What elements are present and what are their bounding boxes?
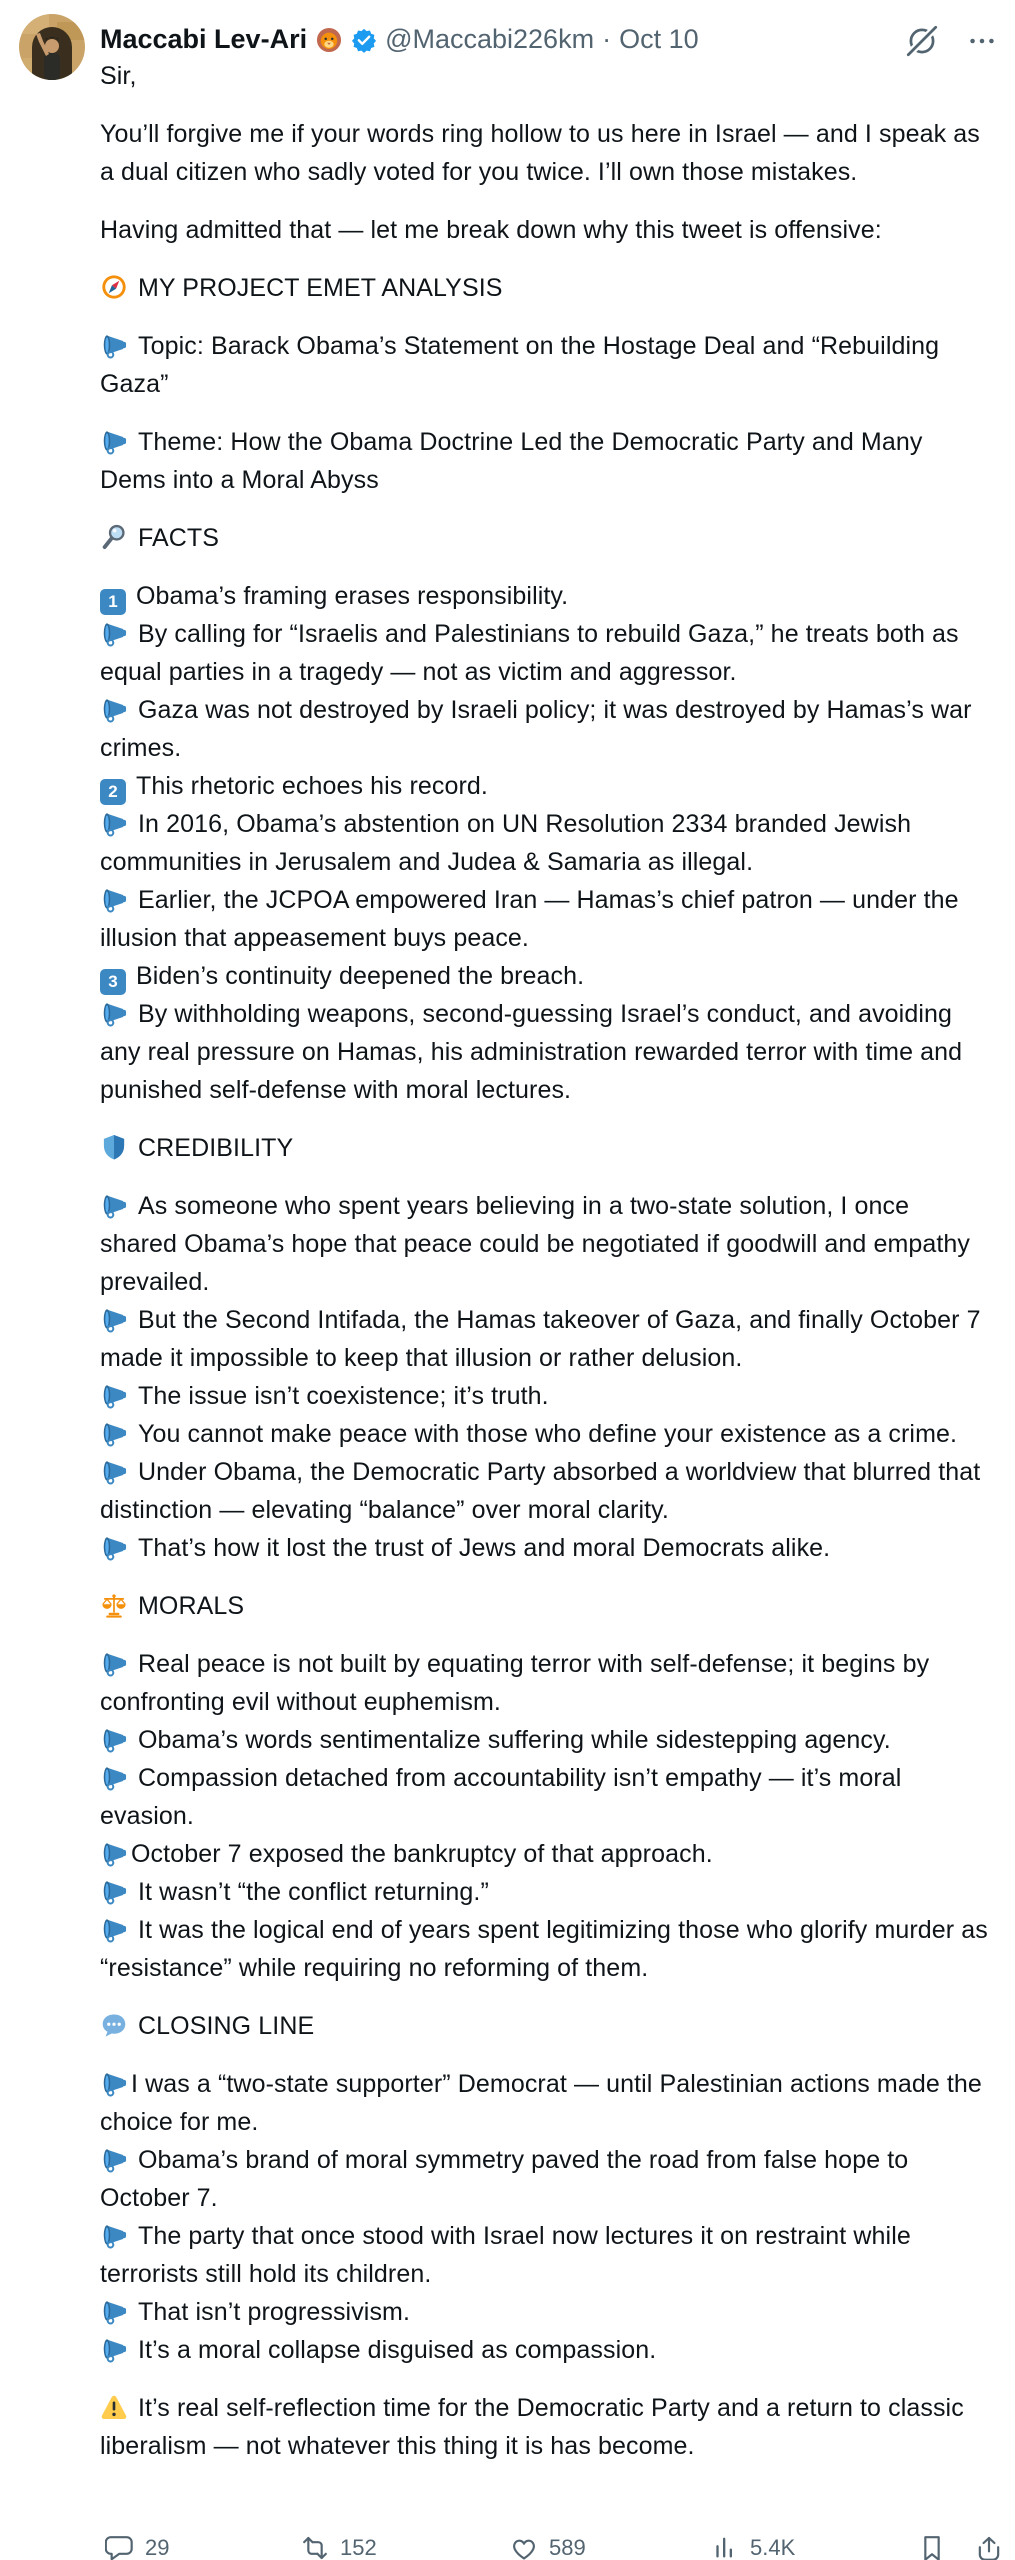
megaphone-icon <box>100 1877 128 1905</box>
bullet-line <box>100 1415 993 1453</box>
megaphone-icon <box>100 427 128 455</box>
bullet-line <box>100 881 993 957</box>
megaphone-icon <box>100 2335 128 2363</box>
avatar[interactable] <box>19 14 85 80</box>
heading-text: CLOSING LINE <box>138 2012 315 2040</box>
tweet-text: Having admitted that — let me break down why this tweet is offensive: <box>100 216 882 244</box>
megaphone-icon <box>100 1763 128 1791</box>
bullet-line <box>100 1873 993 1911</box>
verified-badge-icon <box>351 27 377 53</box>
avatar-image <box>19 14 85 80</box>
section-heading-credibility <box>100 1129 993 1167</box>
tweet-text: It wasn’t “the conflict returning.” <box>138 1878 489 1906</box>
megaphone-icon <box>100 2221 128 2249</box>
bookmark-icon <box>917 2533 947 2560</box>
tweet-text: October 7 exposed the bankruptcy of that approach. <box>131 1840 713 1868</box>
bullet-line <box>100 1377 993 1415</box>
views-button[interactable] <box>710 2533 795 2560</box>
like-count: 589 <box>549 2535 586 2560</box>
views-count: 5.4K <box>750 2535 796 2560</box>
bullet-line <box>100 1453 993 1529</box>
tweet-header <box>100 24 699 55</box>
warning-icon <box>100 2393 128 2421</box>
reply-count: 29 <box>145 2535 170 2560</box>
bullet-line <box>100 1645 993 1721</box>
megaphone-icon <box>100 885 128 913</box>
section-heading-facts <box>100 519 993 557</box>
megaphone-icon <box>100 331 128 359</box>
bullet-line <box>100 1721 993 1759</box>
tweet-text: Theme: How the Obama Doctrine Led the Democratic Party and Many Dems into a Moral Abyss <box>100 428 923 494</box>
bullet-line <box>100 577 993 615</box>
megaphone-icon <box>100 1649 128 1677</box>
heading-text: FACTS <box>138 524 220 552</box>
megaphone-icon <box>100 2145 128 2173</box>
bullet-line <box>100 805 993 881</box>
compass-icon <box>100 273 128 301</box>
tweet-text: Earlier, the JCPOA empowered Iran — Hamas’s chief patron — under the illusion that appeasement buys peace. <box>100 886 959 952</box>
tweet-text: Compassion detached from accountability isn’t empathy — it’s moral evasion. <box>100 1764 902 1830</box>
megaphone-icon <box>100 809 128 837</box>
tweet-text: I was a “two-state supporter” Democrat — until Palestinian actions made the choice for me. <box>100 2070 982 2136</box>
credibility-block <box>100 1187 993 1567</box>
bullet-line <box>100 957 993 995</box>
megaphone-icon <box>100 1725 128 1753</box>
tweet-text: The party that once stood with Israel now lectures it on restraint while terrorists still hold its children. <box>100 2222 911 2288</box>
repost-button[interactable] <box>300 2533 377 2560</box>
megaphone-icon <box>100 1457 128 1485</box>
bullet-line <box>100 995 993 1109</box>
header-actions <box>903 22 999 60</box>
bullet-line <box>100 1187 993 1301</box>
tweet-text: By calling for “Israelis and Palestinians to rebuild Gaza,” he treats both as equal parties in a tragedy — not as victim and aggressor. <box>100 620 959 686</box>
paragraph <box>100 327 993 403</box>
heading-text: MY PROJECT EMET ANALYSIS <box>138 274 503 302</box>
megaphone-icon <box>100 1191 128 1219</box>
bookmark-button[interactable] <box>917 2533 947 2560</box>
like-button[interactable] <box>509 2533 586 2560</box>
tweet-text: It’s a moral collapse disguised as compassion. <box>138 2336 657 2364</box>
share-icon <box>974 2533 1000 2560</box>
megaphone-icon <box>100 1839 128 1867</box>
keycap-2-icon: 2 <box>100 779 126 805</box>
tweet-text: You’ll forgive me if your words ring hollow to us here in Israel — and I speak as a dual citizen who sadly voted for you twice. I’ll own those mistakes. <box>100 120 980 186</box>
tweet-text: Obama’s words sentimentalize suffering while sidestepping agency. <box>138 1726 891 1754</box>
tweet-text: This rhetoric echoes his record. <box>136 772 488 800</box>
paragraph <box>100 423 993 499</box>
tweet-text: It was the logical end of years spent legitimizing those who glorify murder as “resistance” while requiring no reforming of them. <box>100 1916 988 1982</box>
megaphone-icon <box>100 1419 128 1447</box>
facts-block <box>100 577 993 1109</box>
tweet-text: Obama’s framing erases responsibility. <box>136 582 569 610</box>
bullet-line <box>100 2293 993 2331</box>
megaphone-icon <box>100 1381 128 1409</box>
like-icon <box>509 2533 539 2560</box>
tweet-text: Gaza was not destroyed by Israeli policy; it was destroyed by Hamas’s war crimes. <box>100 696 972 762</box>
paragraph <box>100 115 993 191</box>
tweet-text: Real peace is not built by equating terror with self-defense; it begins by confronting evil without euphemism. <box>100 1650 930 1716</box>
section-heading-analysis <box>100 269 993 307</box>
tweet-text: Biden’s continuity deepened the breach. <box>136 962 585 990</box>
bullet-line <box>100 1529 993 1567</box>
megaphone-icon <box>100 1915 128 1943</box>
tweet-text: In 2016, Obama’s abstention on UN Resolution 2334 branded Jewish communities in Jerusalem and Judea & Samaria as illegal. <box>100 810 912 876</box>
tweet-text: But the Second Intifada, the Hamas takeover of Gaza, and finally October 7 made it impossible to keep that illusion or rather delusion. <box>100 1306 981 1372</box>
megaphone-icon <box>100 2297 128 2325</box>
closing-block <box>100 2065 993 2369</box>
tweet-text: You cannot make peace with those who define your existence as a crime. <box>138 1420 958 1448</box>
more-menu-icon[interactable] <box>965 24 999 58</box>
section-heading-closing <box>100 2007 993 2045</box>
paragraph <box>100 211 993 249</box>
repost-count: 152 <box>340 2535 377 2560</box>
views-chart-icon <box>710 2533 740 2560</box>
user-handle[interactable]: @Maccabi226km <box>385 24 595 54</box>
scales-icon <box>100 1591 128 1619</box>
shield-icon <box>100 1133 128 1161</box>
grok-actions-icon[interactable] <box>903 22 941 60</box>
share-button[interactable] <box>974 2533 1000 2560</box>
bullet-line <box>100 1911 993 1987</box>
section-heading-morals <box>100 1587 993 1625</box>
tweet-text: Under Obama, the Democratic Party absorbed a worldview that blurred that distinction — elevating “balance” over moral clarity. <box>100 1458 981 1524</box>
tweet-text: Obama’s brand of moral symmetry paved the road from false hope to October 7. <box>100 2146 909 2212</box>
megaphone-icon <box>100 695 128 723</box>
tweet-text: By withholding weapons, second-guessing Israel’s conduct, and avoiding any real pressure on Hamas, his administration rewarded terror with time and punished self-defense with moral lectures. <box>100 1000 963 1104</box>
keycap-3-icon: 3 <box>100 969 126 995</box>
bullet-line <box>100 2141 993 2217</box>
magnifier-icon <box>100 523 128 551</box>
tweet-text: That isn’t progressivism. <box>138 2298 411 2326</box>
reply-button[interactable] <box>105 2533 169 2560</box>
heading-text: CREDIBILITY <box>138 1134 294 1162</box>
megaphone-icon <box>100 1533 128 1561</box>
morals-block <box>100 1645 993 1987</box>
megaphone-icon <box>100 619 128 647</box>
bullet-line <box>100 2217 993 2293</box>
warning-paragraph <box>100 2389 993 2465</box>
repost-icon <box>300 2533 330 2560</box>
megaphone-icon <box>100 999 128 1027</box>
lion-face-icon <box>315 26 343 54</box>
reply-icon <box>105 2533 135 2560</box>
tweet-body <box>100 57 993 2485</box>
speech-balloon-icon <box>100 2011 128 2039</box>
meta-separator: · <box>602 24 612 54</box>
bullet-line <box>100 1301 993 1377</box>
tweet-date[interactable]: Oct 10 <box>619 24 699 54</box>
bullet-line <box>100 767 993 805</box>
bullet-line <box>100 615 993 691</box>
action-bar <box>100 2533 1000 2560</box>
tweet-text: As someone who spent years believing in a two-state solution, I once shared Obama’s hope that peace could be negotiated if goodwill and empathy prevailed. <box>100 1192 971 1296</box>
bullet-line <box>100 691 993 767</box>
bullet-line <box>100 1835 993 1873</box>
tweet-text: Sir, <box>100 62 137 90</box>
bullet-line <box>100 2065 993 2141</box>
tweet-text: The issue isn’t coexistence; it’s truth. <box>138 1382 549 1410</box>
bullet-line <box>100 2331 993 2369</box>
megaphone-icon <box>100 1305 128 1333</box>
keycap-1-icon: 1 <box>100 589 126 615</box>
tweet-text: That’s how it lost the trust of Jews and moral Democrats alike. <box>138 1534 831 1562</box>
megaphone-icon <box>100 2069 128 2097</box>
paragraph <box>100 57 993 95</box>
heading-text: MORALS <box>138 1592 245 1620</box>
tweet-text: Topic: Barack Obama’s Statement on the Hostage Deal and “Rebuilding Gaza” <box>100 332 940 398</box>
bullet-line <box>100 1759 993 1835</box>
display-name[interactable]: Maccabi Lev-Ari <box>100 24 308 54</box>
tweet-text: It’s real self-reflection time for the Democratic Party and a return to classic liberalism — not whatever this thing it is has become. <box>100 2394 964 2460</box>
